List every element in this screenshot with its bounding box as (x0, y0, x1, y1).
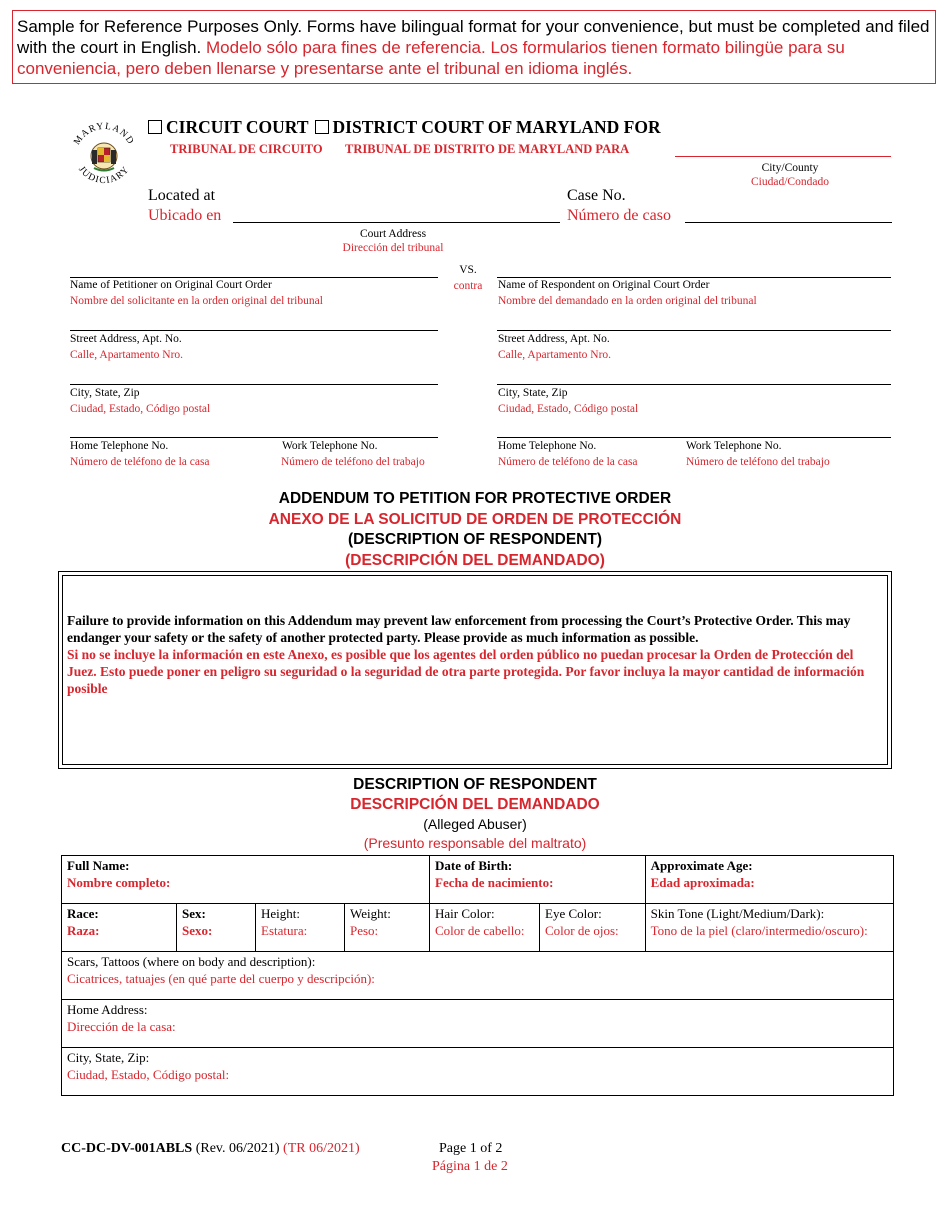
hair-color-label-es: Color de cabello: (435, 923, 525, 938)
circuit-court-label: CIRCUIT COURT (166, 117, 309, 137)
full-name-label: Full Name: (67, 858, 130, 873)
notice-box (58, 571, 892, 769)
case-no-line[interactable] (685, 222, 892, 223)
page-number: Page 1 of 2 (439, 1141, 503, 1156)
weight-label-es: Peso: (350, 923, 379, 938)
court-address-label-es: Dirección del tribunal (342, 242, 444, 254)
respondent-work-tel-label-es: Número de teléfono del trabajo (686, 456, 830, 468)
weight-cell[interactable] (345, 904, 430, 952)
circuit-court-label-es: TRIBUNAL DE CIRCUITO (170, 142, 323, 156)
notice-english: Failure to provide information on this Addendum may prevent law enforcement from processing the Court’s Protective Order. This may endanger your safety or the safety of another protected party. Please provide as much information as possible. (67, 613, 851, 645)
form-translation-revision: (TR 06/2021) (283, 1141, 360, 1156)
race-label: Race: (67, 906, 99, 921)
city-county-label-es: Ciudad/Condado (751, 176, 829, 188)
respondent-city-label: City, State, Zip (498, 387, 568, 399)
banner-english: Sample for Reference Purposes Only. Forms have bilingual format for your convenience, but must be completed and filed with the court in English. (17, 17, 930, 57)
respondent-street-label: Street Address, Apt. No. (498, 333, 610, 345)
respondent-street-label-es: Calle, Apartamento Nro. (498, 349, 612, 361)
petitioner-city-label-es: Ciudad, Estado, Código postal (70, 403, 211, 415)
respondent-home-tel-label-es: Número de teléfono de la casa (498, 456, 638, 468)
height-cell[interactable] (256, 904, 345, 952)
maryland-judiciary-seal (68, 113, 140, 195)
section-subtitle: (Alleged Abuser) (423, 816, 527, 832)
notice-spanish: Si no se incluye la información en este Anexo, es posible que los agentes del orden público no puedan procesar la Orden de Protección del Juez. Esto puede poner en peligro su seguridad o la seguridad de otra parte protegida. Por favor incluya la mayor cantidad de información posible (67, 647, 865, 696)
hair-color-label: Hair Color: (435, 906, 495, 921)
title-line2-es: (DESCRIPCIÓN DEL DEMANDADO) (345, 551, 605, 569)
skin-tone-label-es: Tono de la piel (claro/intermedio/oscuro): (650, 923, 868, 938)
respondent-city-label-es: Ciudad, Estado, Código postal (498, 403, 639, 415)
district-court-label: DISTRICT COURT OF MARYLAND FOR (332, 117, 661, 137)
city-county-label: City/County (761, 162, 819, 174)
form-title (0, 489, 950, 571)
eye-color-label-es: Color de ojos: (545, 923, 619, 938)
race-cell[interactable] (62, 904, 177, 952)
form-footer (61, 1141, 360, 1157)
sex-label-es: Sexo: (182, 923, 213, 938)
respondent-description-table (61, 855, 894, 1096)
respondent-name-label-es: Nombre del demandado en la orden original del tribunal (498, 295, 757, 307)
home-address-label: Home Address: (67, 1002, 148, 1017)
eye-color-cell[interactable] (540, 904, 646, 952)
petitioner-name-label: Name of Petitioner on Original Court Order (70, 279, 272, 291)
height-label-es: Estatura: (261, 923, 308, 938)
district-court-label-es: TRIBUNAL DE DISTRITO DE MARYLAND PARA (345, 142, 630, 156)
petitioner-city-label: City, State, Zip (70, 387, 140, 399)
seal-bottom-text: JUDICIARY (76, 164, 132, 187)
scars-cell[interactable] (62, 952, 894, 1000)
case-no-label-es: Número de caso (567, 207, 671, 224)
sex-label: Sex: (182, 906, 206, 921)
home-address-cell[interactable] (62, 1000, 894, 1048)
respondent-name-label: Name of Respondent on Original Court Order (498, 279, 710, 291)
court-address-line[interactable] (233, 222, 560, 223)
dob-label-es: Fecha de nacimiento: (435, 875, 554, 890)
banner-spanish: Modelo sólo para fines de referencia. Los formularios tienen formato bilingüe para su conveniencia, pero deben llenarse y presentarse ante el tribunal en idioma inglés. (17, 38, 845, 78)
city-state-zip-label-es: Ciudad, Estado, Código postal: (67, 1067, 230, 1082)
scars-label-es: Cicatrices, tatuajes (en qué parte del cuerpo y descripción): (67, 971, 375, 986)
dob-cell[interactable] (430, 856, 646, 904)
age-label: Approximate Age: (650, 858, 753, 873)
section-heading (0, 775, 950, 853)
petitioner-home-tel-label-es: Número de teléfono de la casa (70, 456, 210, 468)
located-at-label: Located at (148, 187, 216, 204)
hair-color-cell[interactable] (430, 904, 540, 952)
petitioner-work-tel-label: Work Telephone No. (282, 440, 378, 452)
court-selection (148, 117, 661, 138)
seal-top-text: MARYLAND (72, 121, 136, 147)
sex-cell[interactable] (177, 904, 256, 952)
respondent-home-tel-label: Home Telephone No. (498, 440, 597, 452)
reference-banner (12, 10, 936, 84)
petitioner-street-label-es: Calle, Apartamento Nro. (70, 349, 184, 361)
page-number-es: Página 1 de 2 (432, 1159, 508, 1174)
respondent-work-tel-label: Work Telephone No. (686, 440, 782, 452)
located-at-label-es: Ubicado en (148, 207, 222, 224)
skin-tone-label: Skin Tone (Light/Medium/Dark): (650, 906, 825, 921)
section-subtitle-es: (Presunto responsable del maltrato) (363, 835, 587, 851)
city-state-zip-cell[interactable] (62, 1048, 894, 1096)
race-label-es: Raza: (67, 923, 100, 938)
city-county-line[interactable] (675, 156, 891, 157)
circuit-court-checkbox[interactable] (148, 120, 162, 134)
eye-color-label: Eye Color: (545, 906, 602, 921)
height-label: Height: (261, 906, 300, 921)
city-state-zip-label: City, State, Zip: (67, 1050, 150, 1065)
section-title-es: DESCRIPCIÓN DEL DEMANDADO (350, 796, 600, 813)
full-name-label-es: Nombre completo: (67, 875, 171, 890)
age-label-es: Edad aproximada: (650, 875, 755, 890)
title-line2: (DESCRIPTION OF RESPONDENT) (347, 531, 603, 548)
form-revision: (Rev. 06/2021) (195, 1141, 280, 1156)
vs-label-es: contra (453, 280, 483, 292)
petitioner-work-tel-label-es: Número de teléfono del trabajo (281, 456, 425, 468)
skin-tone-cell[interactable] (645, 904, 893, 952)
vs-label: VS. (459, 264, 477, 276)
title-line1-es: ANEXO DE LA SOLICITUD DE ORDEN DE PROTECCIÓN (268, 510, 682, 528)
age-cell[interactable] (645, 856, 893, 904)
court-address-label: Court Address (359, 228, 427, 240)
weight-label: Weight: (350, 906, 391, 921)
title-line1: ADDENDUM TO PETITION FOR PROTECTIVE ORDER (278, 490, 672, 507)
home-address-label-es: Dirección de la casa: (67, 1019, 176, 1034)
petitioner-name-label-es: Nombre del solicitante en la orden original del tribunal (70, 295, 323, 307)
petitioner-home-tel-label: Home Telephone No. (70, 440, 169, 452)
scars-label: Scars, Tattoos (where on body and description): (67, 954, 316, 969)
dob-label: Date of Birth: (435, 858, 513, 873)
petitioner-street-label: Street Address, Apt. No. (70, 333, 182, 345)
case-no-label: Case No. (567, 187, 626, 204)
full-name-cell[interactable] (62, 856, 430, 904)
form-id: CC-DC-DV-001ABLS (61, 1141, 193, 1156)
section-title: DESCRIPTION OF RESPONDENT (353, 776, 597, 793)
district-court-checkbox[interactable] (315, 120, 329, 134)
